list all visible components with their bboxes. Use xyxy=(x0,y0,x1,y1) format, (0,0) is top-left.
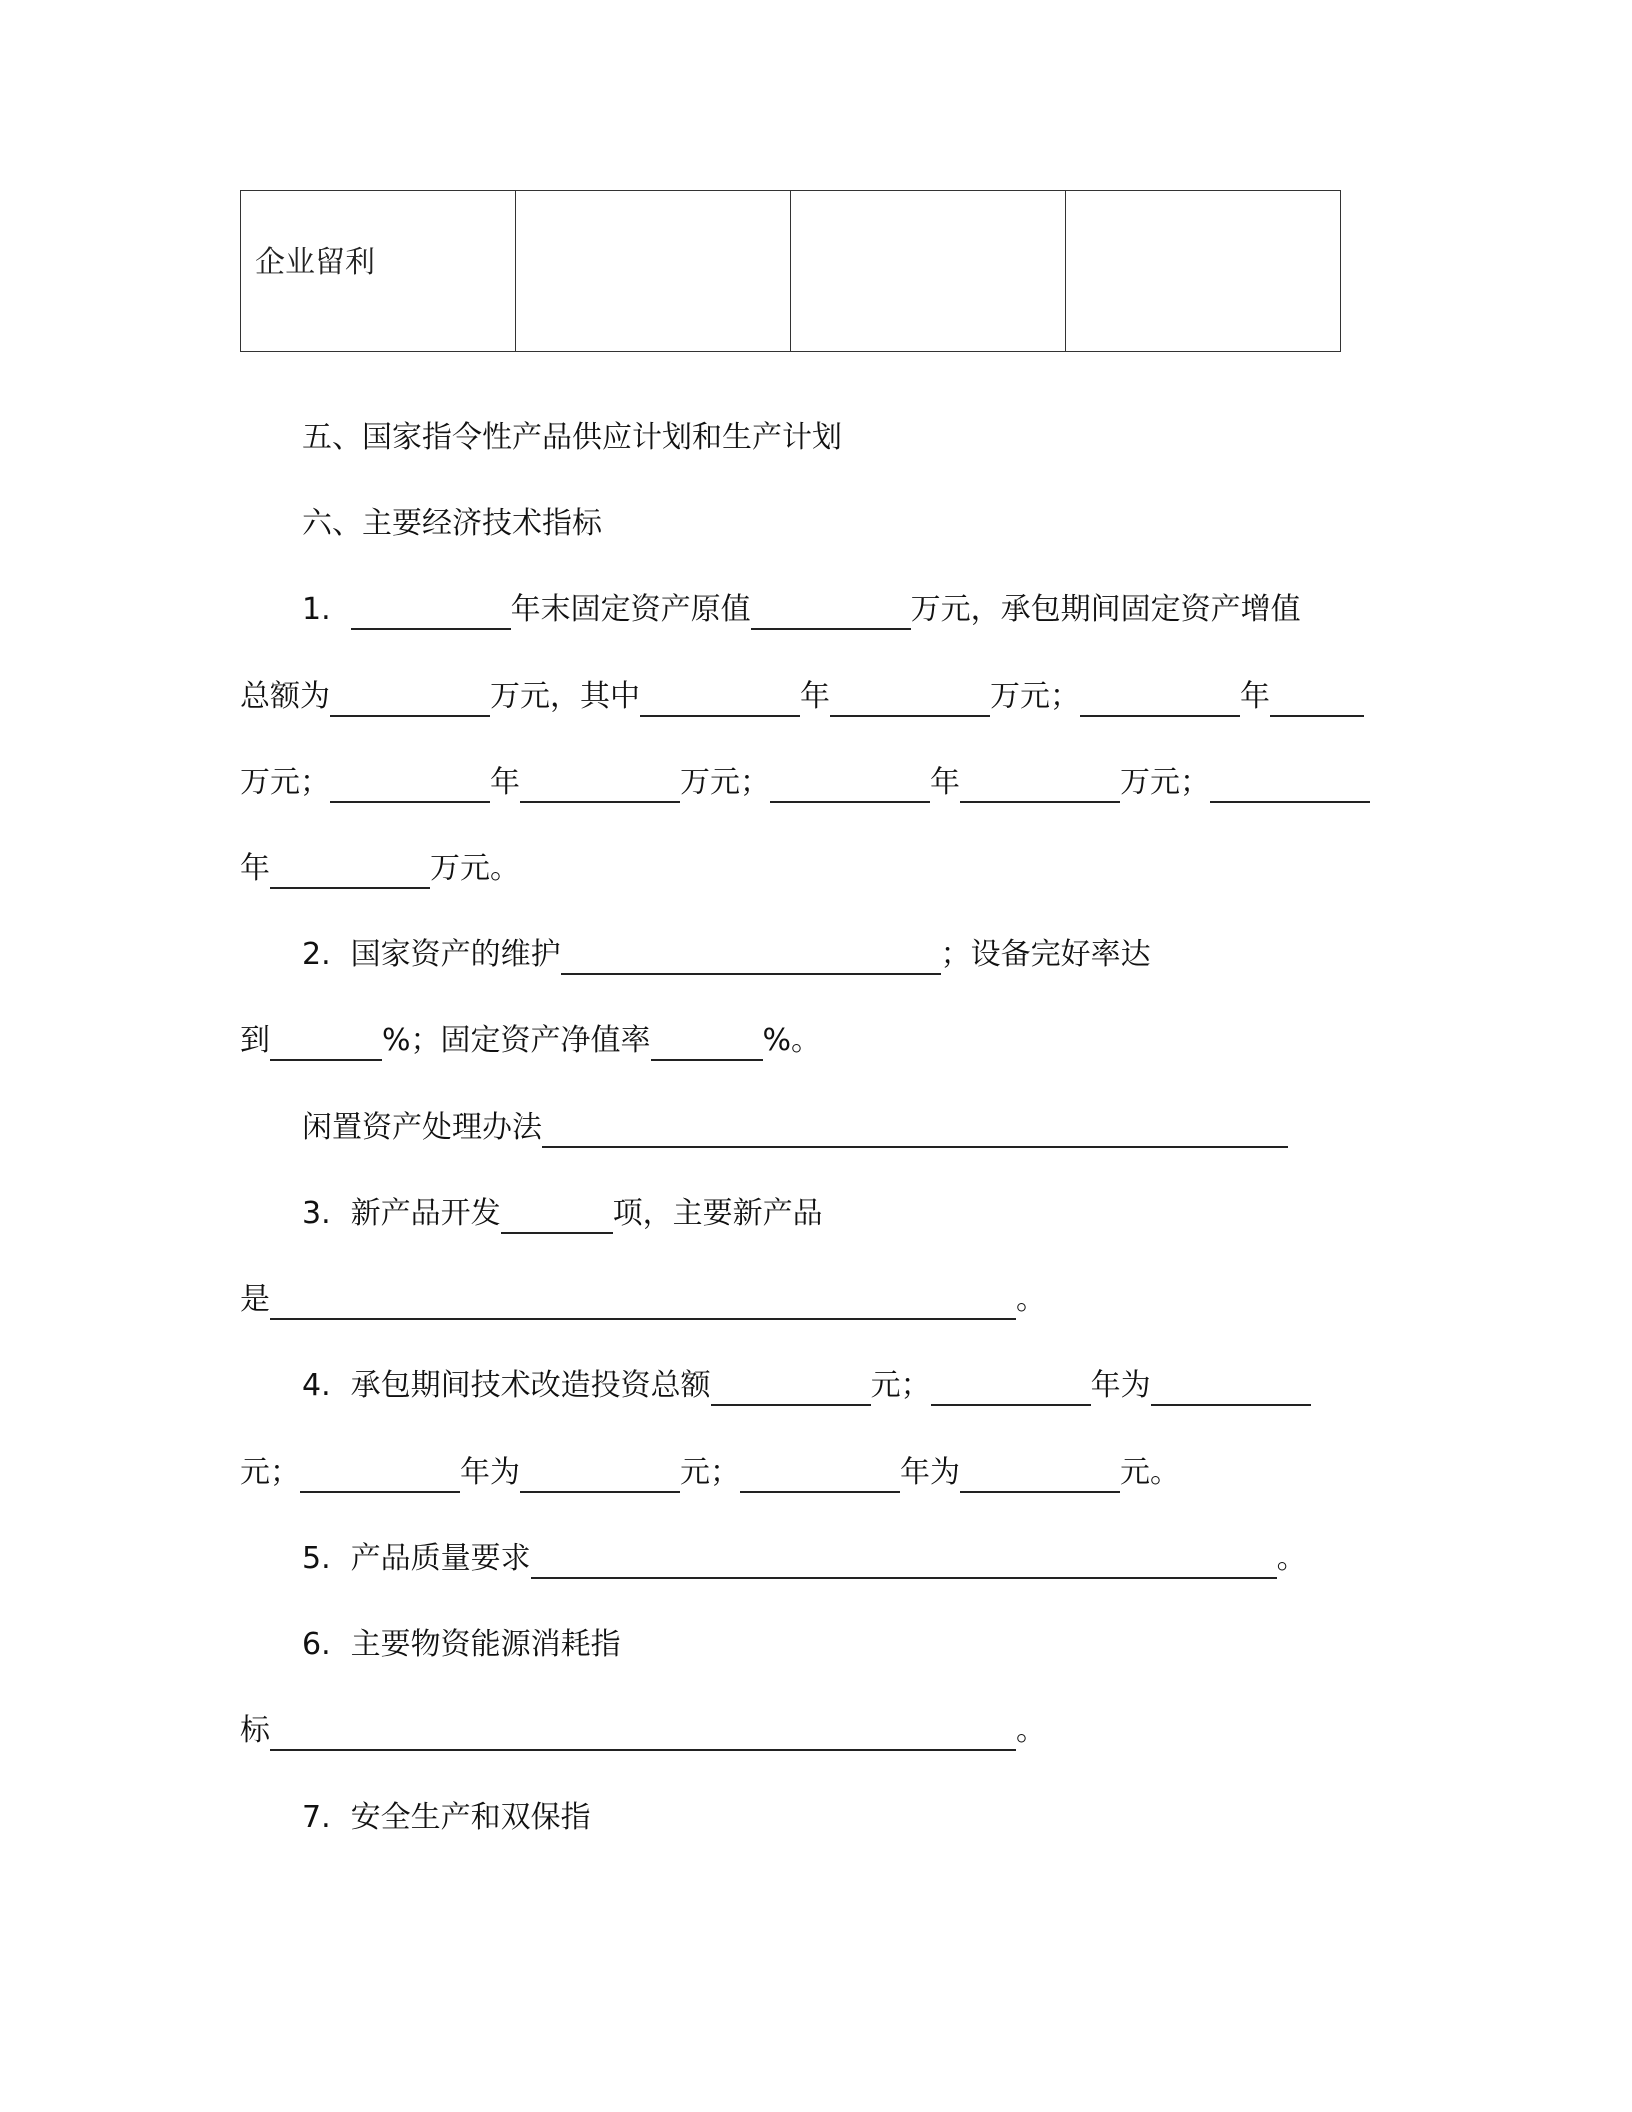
item-text: 元； xyxy=(240,1455,300,1490)
item-3-line-2 xyxy=(240,1280,1046,1320)
blank-field[interactable] xyxy=(330,679,490,717)
item-text: 安全生产和双保指 xyxy=(350,1800,591,1835)
item-number: 4. xyxy=(302,1368,331,1403)
blank-field[interactable] xyxy=(1080,679,1240,717)
item-text: 万元。 xyxy=(430,851,520,886)
item-7-line-1 xyxy=(302,1798,591,1838)
item-text: 年为 xyxy=(900,1455,960,1490)
blank-field[interactable] xyxy=(270,1282,1016,1320)
item-text: 。 xyxy=(1276,1541,1307,1576)
item-6-line-1 xyxy=(302,1625,621,1665)
blank-field[interactable] xyxy=(270,1713,1016,1751)
item-4-line-1 xyxy=(302,1366,1311,1406)
blank-field[interactable] xyxy=(351,592,511,630)
item-text: %。 xyxy=(762,1023,822,1058)
item-text: 产品质量要求 xyxy=(350,1541,531,1576)
table-cell[interactable] xyxy=(516,191,791,352)
blank-field[interactable] xyxy=(770,765,930,803)
item-text: 万元； xyxy=(240,765,330,800)
item-text: 到 xyxy=(240,1023,270,1058)
item-text: 年为 xyxy=(460,1455,520,1490)
blank-field[interactable] xyxy=(561,937,941,975)
item-text: 承包期间技术改造投资总额 xyxy=(350,1368,711,1403)
item-text: %；固定资产净值率 xyxy=(382,1023,651,1058)
table-cell[interactable] xyxy=(791,191,1066,352)
item-1-line-3 xyxy=(240,763,1370,803)
item-text: 项，主要新产品 xyxy=(612,1196,823,1231)
item-text: 是 xyxy=(240,1282,270,1317)
item-text: ；设备完好率达 xyxy=(940,937,1151,972)
blank-field[interactable] xyxy=(1151,1368,1311,1406)
row-label: 企业留利 xyxy=(255,245,375,280)
item-text: 国家资产的维护 xyxy=(350,937,561,972)
item-text: 万元； xyxy=(1120,765,1210,800)
item-text: 万元； xyxy=(680,765,770,800)
item-number: 1. xyxy=(302,592,331,627)
blank-field[interactable] xyxy=(711,1368,871,1406)
item-3-line-1 xyxy=(302,1194,823,1234)
blank-field[interactable] xyxy=(960,765,1120,803)
item-text: 主要物资能源消耗指 xyxy=(350,1627,621,1662)
item-1-line-1 xyxy=(302,590,1301,630)
item-text: 元。 xyxy=(1120,1455,1180,1490)
item-text: 闲置资产处理办法 xyxy=(302,1110,542,1145)
blank-field[interactable] xyxy=(931,1368,1091,1406)
blank-field[interactable] xyxy=(1270,679,1364,717)
item-number: 7. xyxy=(302,1800,331,1835)
item-2-line-1 xyxy=(302,935,1151,975)
item-6-line-2 xyxy=(240,1711,1046,1751)
blank-field[interactable] xyxy=(830,679,990,717)
item-text: 。 xyxy=(1016,1713,1046,1748)
blank-field[interactable] xyxy=(501,1196,613,1234)
item-text: 。 xyxy=(1016,1282,1046,1317)
item-text: 年末固定资产原值 xyxy=(510,592,751,627)
item-text: 万元； xyxy=(990,679,1080,714)
section-5-heading: 五、国家指令性产品供应计划和生产计划 xyxy=(302,420,842,455)
item-text: 新产品开发 xyxy=(350,1196,501,1231)
table-row xyxy=(241,191,1341,352)
item-2-line-2 xyxy=(240,1021,821,1061)
item-text: 年 xyxy=(490,765,520,800)
item-text: 元； xyxy=(680,1455,740,1490)
item-text: 年 xyxy=(240,851,270,886)
item-text: 年 xyxy=(1240,679,1270,714)
item-number: 3. xyxy=(302,1196,331,1231)
blank-field[interactable] xyxy=(740,1455,900,1493)
item-1-line-4 xyxy=(240,849,520,889)
blank-field[interactable] xyxy=(751,592,911,630)
blank-field[interactable] xyxy=(330,765,490,803)
blank-field[interactable] xyxy=(300,1455,460,1493)
item-text: 元； xyxy=(870,1368,931,1403)
item-4-line-2 xyxy=(240,1453,1180,1493)
item-1-line-2 xyxy=(240,677,1364,717)
blank-field[interactable] xyxy=(270,1023,382,1061)
item-number: 5. xyxy=(302,1541,331,1576)
blank-field[interactable] xyxy=(531,1541,1277,1579)
item-number: 2. xyxy=(302,937,331,972)
item-text: 年 xyxy=(930,765,960,800)
blank-field[interactable] xyxy=(270,851,430,889)
item-text: 万元，其中 xyxy=(490,679,640,714)
blank-field[interactable] xyxy=(960,1455,1120,1493)
blank-field[interactable] xyxy=(520,765,680,803)
section-6-heading: 六、主要经济技术指标 xyxy=(302,506,602,541)
item-text: 万元，承包期间固定资产增值 xyxy=(910,592,1301,627)
item-number: 6. xyxy=(302,1627,331,1662)
item-text: 总额为 xyxy=(240,679,330,714)
item-text: 年为 xyxy=(1090,1368,1151,1403)
blank-field[interactable] xyxy=(520,1455,680,1493)
blank-field[interactable] xyxy=(542,1110,1288,1148)
item-text: 年 xyxy=(800,679,830,714)
blank-field[interactable] xyxy=(640,679,800,717)
table-cell[interactable] xyxy=(1066,191,1341,352)
retained-profit-table xyxy=(240,190,1341,352)
item-5-line-1 xyxy=(302,1539,1307,1579)
blank-field[interactable] xyxy=(651,1023,763,1061)
item-text: 标 xyxy=(240,1713,270,1748)
blank-field[interactable] xyxy=(1210,765,1370,803)
table-cell-label xyxy=(241,191,516,352)
item-2-line-3 xyxy=(302,1108,1288,1148)
